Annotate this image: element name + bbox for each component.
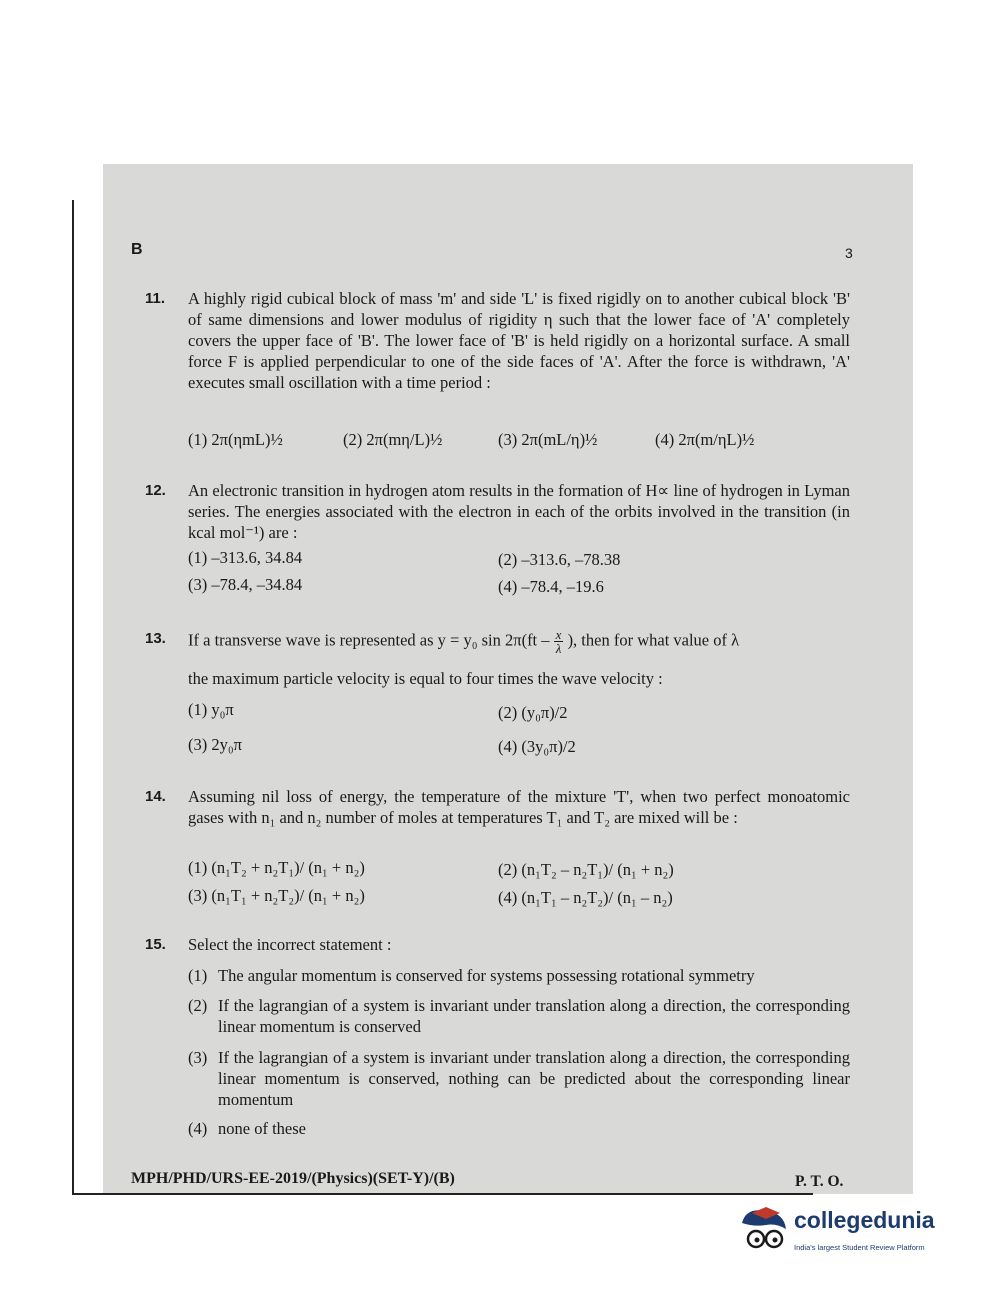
question-number: 11. xyxy=(145,290,166,307)
q12-option-3: (3) –78.4, –34.84 xyxy=(188,575,303,594)
fraction-x-over-lambda xyxy=(554,628,564,655)
q15-statement-4 xyxy=(145,1118,850,1139)
set-label: B xyxy=(131,241,143,258)
page-edge-bottom xyxy=(72,1193,813,1195)
question-15 xyxy=(145,934,850,955)
q12-option-1: (1) –313.6, 34.84 xyxy=(188,548,303,567)
wave-equation-text: If a transverse wave is represented as y = y₀ sin 2π(ft – xyxy=(188,630,550,650)
question-text: the maximum particle velocity is equal to four times the wave velocity : xyxy=(188,669,663,688)
q11-option-2: (2) 2π(mη/L)½ xyxy=(343,430,443,449)
q14-option-4: (4) (n₁T₁ – n₂T₂)/ (n₁ – n₂) xyxy=(498,888,673,907)
page-edge-left xyxy=(72,200,74,1195)
q12-option-4: (4) –78.4, –19.6 xyxy=(498,577,604,596)
statement-text: The angular momentum is conserved for systems possessing rotational symmetry xyxy=(218,966,755,985)
q13-option-1: (1) y₀π xyxy=(188,700,234,719)
q15-statement-1 xyxy=(145,965,850,986)
statement-number: (3) xyxy=(188,1048,208,1067)
question-13 xyxy=(145,628,850,655)
q13-option-3: (3) 2y₀π xyxy=(188,735,242,754)
q15-statement-2 xyxy=(145,995,850,1037)
fraction-denominator: λ xyxy=(555,641,562,656)
collegedunia-logo xyxy=(736,1203,966,1263)
q14-option-3: (3) (n₁T₁ + n₂T₂)/ (n₁ + n₂) xyxy=(188,886,365,905)
statement-number: (2) xyxy=(188,996,208,1015)
logo-tagline: India's largest Student Review Platform xyxy=(794,1243,925,1252)
q13-option-2: (2) (y₀π)/2 xyxy=(498,703,568,722)
question-number: 13. xyxy=(145,630,166,647)
question-text xyxy=(188,628,850,655)
q15-statement-3 xyxy=(145,1047,850,1110)
statement-text: If the lagrangian of a system is invariant under translation along a direction, the corresponding linear momentum is conserved xyxy=(218,996,850,1036)
fraction-numerator: x xyxy=(555,627,562,642)
logo-wordmark: collegedunia xyxy=(794,1207,935,1233)
page-number: 3 xyxy=(845,245,853,261)
statement-text: If the lagrangian of a system is invariant under translation along a direction, the corresponding linear momentum is conserved, nothing can be predicted about the corresponding linear momentum xyxy=(218,1048,850,1109)
q11-option-4: (4) 2π(m/ηL)½ xyxy=(655,430,755,449)
mascot-icon xyxy=(736,1203,792,1259)
question-text: Assuming nil loss of energy, the temperature of the mixture 'T', when two perfect monoatomic gases with n₁ and n₂ number of moles at temperatures T₁ and T₂ are mixed will be : xyxy=(188,787,850,827)
q11-option-3: (3) 2π(mL/η)½ xyxy=(498,430,598,449)
question-12 xyxy=(145,480,850,543)
question-text: An electronic transition in hydrogen atom results in the formation of H∝ line of hydrogen in Lyman series. The energies associated with the electron in each of the orbits involved in the transition (in kcal mol⁻¹) are : xyxy=(188,481,850,542)
question-14 xyxy=(145,786,850,828)
question-text: A highly rigid cubical block of mass 'm' and side 'L' is fixed rigidly on to another cubical block 'B' of same dimensions and lower modulus of rigidity η such that the lower face of 'A' completely covers the upper face of 'B'. The lower face of 'B' is held rigidly on a horizontal surface. A small force F is applied perpendicular to one of the side faces of 'A'. After the force is withdrawn, 'A' executes small oscillation with a time period : xyxy=(188,289,850,392)
question-text-continued: ), then for what value of λ xyxy=(567,630,740,650)
question-11 xyxy=(145,288,850,393)
please-turn-over: P. T. O. xyxy=(795,1173,844,1190)
q11-option-1: (1) 2π(ηmL)½ xyxy=(188,430,283,449)
question-number: 15. xyxy=(145,936,166,953)
question-number: 12. xyxy=(145,482,166,499)
q14-option-2: (2) (n₁T₂ – n₂T₁)/ (n₁ + n₂) xyxy=(498,860,674,879)
question-number: 14. xyxy=(145,788,166,805)
question-13-line2 xyxy=(145,668,850,689)
statement-text: none of these xyxy=(218,1119,306,1138)
statement-number: (1) xyxy=(188,966,208,985)
q13-option-4: (4) (3y₀π)/2 xyxy=(498,737,576,756)
question-text: Select the incorrect statement : xyxy=(188,935,392,954)
paper-code: MPH/PHD/URS-EE-2019/(Physics)(SET-Y)/(B) xyxy=(131,1170,455,1187)
statement-number: (4) xyxy=(188,1119,208,1138)
q14-option-1: (1) (n₁T₂ + n₂T₁)/ (n₁ + n₂) xyxy=(188,858,365,877)
q12-option-2: (2) –313.6, –78.38 xyxy=(498,550,621,569)
